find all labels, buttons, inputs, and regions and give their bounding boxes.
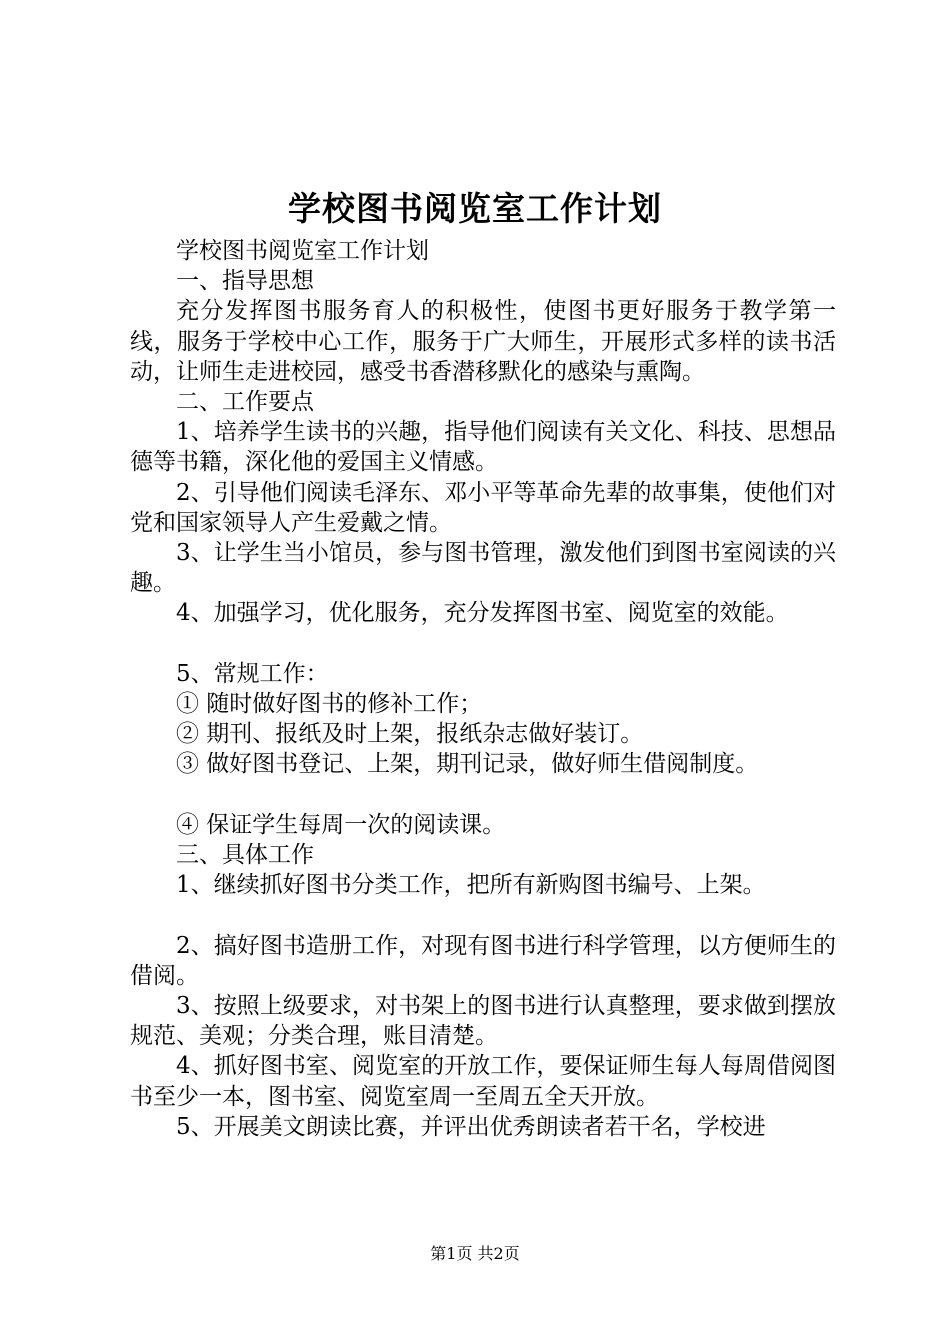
paragraph-subtitle: 学校图书阅览室工作计划 xyxy=(176,238,429,264)
paragraph-work-point-1: 1、培养学生读书的兴趣，指导他们阅读有关文化、科技、思想品德等书籍，深化他的爱国主义情感。 xyxy=(130,419,836,476)
list-item-routine-3: ③ 做好图书登记、上架，期刊记录，做好师生借阅制度。 xyxy=(176,751,759,778)
list-item-routine-4: ④ 保证学生每周一次的阅读课。 xyxy=(176,811,506,838)
paragraph-work-point-2: 2、引导他们阅读毛泽东、邓小平等革命先辈的故事集，使他们对党和国家领导人产生爱戴之情。 xyxy=(130,479,836,536)
paragraph-specific-work-3: 3、按照上级要求，对书架上的图书进行认真整理，要求做到摆放规范、美观；分类合理，账目清楚。 xyxy=(130,993,836,1050)
page-number-footer: 第1页 共2页 xyxy=(430,1244,520,1263)
heading-work-points: 二、工作要点 xyxy=(176,389,314,416)
paragraph-guiding-ideology: 充分发挥图书服务育人的积极性，使图书更好服务于教学第一线，服务于学校中心工作，服务于广大师生，开展形式多样的读书活动，让师生走进校园，感受书香潜移默化的感染与熏陶。 xyxy=(130,298,836,385)
document-body xyxy=(130,236,836,1142)
paragraph-work-point-4: 4、加强学习，优化服务，充分发挥图书室、阅览室的效能。 xyxy=(176,600,789,627)
list-item-routine-2: ② 期刊、报纸及时上架，报纸杂志做好装订。 xyxy=(176,721,644,748)
paragraph-work-point-3: 3、让学生当小馆员，参与图书管理，激发他们到图书室阅读的兴趣。 xyxy=(130,540,836,597)
paragraph-specific-work-5: 5、开展美文朗读比赛，并评出优秀朗读者若干名，学校进 xyxy=(176,1113,766,1140)
blank-line xyxy=(130,780,836,810)
heading-specific-work: 三、具体工作 xyxy=(176,842,314,869)
paragraph-specific-work-2: 2、搞好图书造册工作，对现有图书进行科学管理，以方便师生的借阅。 xyxy=(130,932,836,989)
blank-line xyxy=(130,629,836,659)
paragraph-specific-work-4: 4、抓好图书室、阅览室的开放工作，要保证师生每人每周借阅图书至少一本，图书室、阅览室周一至周五全天开放。 xyxy=(130,1053,836,1110)
heading-guiding-ideology: 一、指导思想 xyxy=(176,268,314,295)
blank-line xyxy=(130,900,836,930)
paragraph-specific-work-1: 1、继续抓好图书分类工作，把所有新购图书编号、上架。 xyxy=(176,872,766,899)
document-title: 学校图书阅览室工作计划 xyxy=(288,189,662,228)
paragraph-work-point-5: 5、常规工作： xyxy=(176,660,329,687)
list-item-routine-1: ① 随时做好图书的修补工作； xyxy=(176,691,483,718)
